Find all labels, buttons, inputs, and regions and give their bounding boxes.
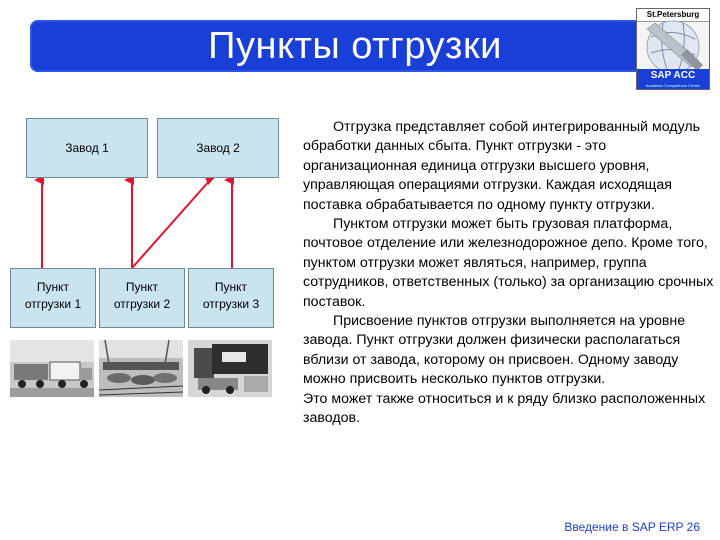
logo-bottom-text: SAP ACC [637, 69, 709, 89]
paragraph-2: Пунктом отгрузки может быть грузовая платформа, почтовое отделение или железнодорожное депо. Кроме того, пунктом отгрузки может являться, например, группа сотрудников, ответственных (только) за организацию срочных поставок. [303, 216, 714, 310]
plant-2-box: Завод 2 [157, 118, 279, 178]
footer-page-label: Введение в SAP ERP 26 [564, 520, 700, 534]
warehouse-loading-photo [188, 340, 272, 397]
arrow-point2-plant2 [132, 180, 210, 268]
shipping-point-1-line2: отгрузки 1 [24, 297, 82, 311]
slide-title: Пункты отгрузки [208, 25, 502, 67]
shipping-point-3-line1: Пункт [214, 280, 248, 294]
shipping-point-2-line2: отгрузки 2 [113, 297, 171, 311]
plant-1-box: Завод 1 [26, 118, 148, 178]
closing-paragraph: Это может также относиться и к ряду близко расположенных заводов. [303, 390, 706, 427]
logo-top-text: St.Petersburg [637, 9, 709, 22]
shipping-point-3-line2: отгрузки 3 [202, 297, 260, 311]
paragraph-3: Присвоение пунктов отгрузки выполняется на уровне завода. Пункт отгрузки должен физически располагаться вблизи от завода, которому он присвоен. Одному заводу можно присвоить несколько пунктов отгрузки. [303, 313, 686, 388]
shipping-point-1-box [10, 268, 96, 328]
paragraph-1: Отгрузка представляет собой интегрированный модуль обработки данных сбыта. Пункт отгрузки - это организационная единица отгрузки высшего уровня, управляющая операциями отгрузки. Каждая исходящая поставка обрабатывается по одному пункту отгрузки. [303, 119, 701, 213]
shipping-point-2-box [99, 268, 185, 328]
shipping-point-1-line1: Пункт [36, 280, 70, 294]
shipping-point-2-line1: Пункт [125, 280, 159, 294]
truck-depot-photo [10, 340, 94, 397]
logo-sub-text: Academic Competence Center [645, 83, 701, 88]
description-text [303, 118, 715, 429]
shipping-point-3-box [188, 268, 274, 328]
rail-depot-photo [99, 340, 183, 397]
